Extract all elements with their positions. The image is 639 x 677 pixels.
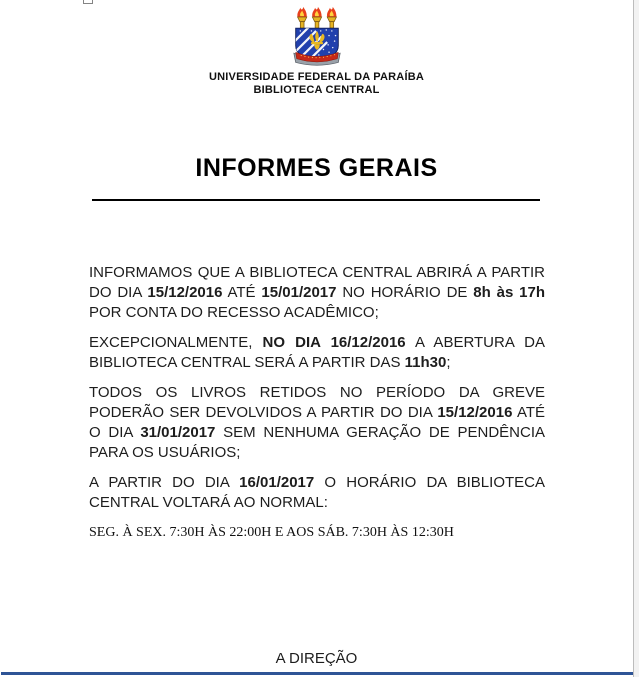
notice-paragraph: INFORMAMOS QUE A BIBLIOTECA CENTRAL ABRIRÁ A PARTIR DO DIA 15/12/2016 ATÉ 15/01/2017 NO HORÁRIO DE 8h às 17h POR CONTA DO RECESSO ACADÊMICO; [89,264,546,321]
notice-paragraph: EXCEPCIONALMENTE, NO DIA 16/12/2016 A ABERTURA DA BIBLIOTECA CENTRAL SERÁ A PARTIR DAS 11h30; [89,334,545,371]
org-name: UNIVERSIDADE FEDERAL DA PARAÍBA [208,71,424,83]
bottom-border [1,672,633,675]
signature: A DIREÇÃO [275,650,358,667]
page-title: INFORMES GERAIS [195,154,438,182]
ufpb-coat-of-arms-logo [288,5,346,68]
coat-of-arms-icon [288,5,346,68]
notice-paragraph: A PARTIR DO DIA 16/01/2017 O HORÁRIO DA BIBLIOTECA CENTRAL VOLTARÁ AO NORMAL: [89,474,545,511]
notice-paragraph: TODOS OS LIVROS RETIDOS NO PERÍODO DA GREVE PODERÃO SER DEVOLVIDOS A PARTIR DO DIA 15/12/2016 ATÉ O DIA 31/01/2017 SEM NENHUMA GERAÇÃO DE PENDÊNCIA PARA OS USUÁRIOS; [89,384,545,461]
org-header [0,71,633,97]
page-right-edge [633,0,639,677]
title-underline [92,199,540,201]
paragraphs [89,263,545,513]
partial-checkbox[interactable] [83,0,93,4]
schedule-line: SEG. À SEX. 7:30H ÀS 22:00H E AOS SÁB. 7:30H ÀS 12:30H [89,525,454,540]
notice-body [89,263,545,543]
org-unit: BIBLIOTECA CENTRAL [253,84,380,96]
